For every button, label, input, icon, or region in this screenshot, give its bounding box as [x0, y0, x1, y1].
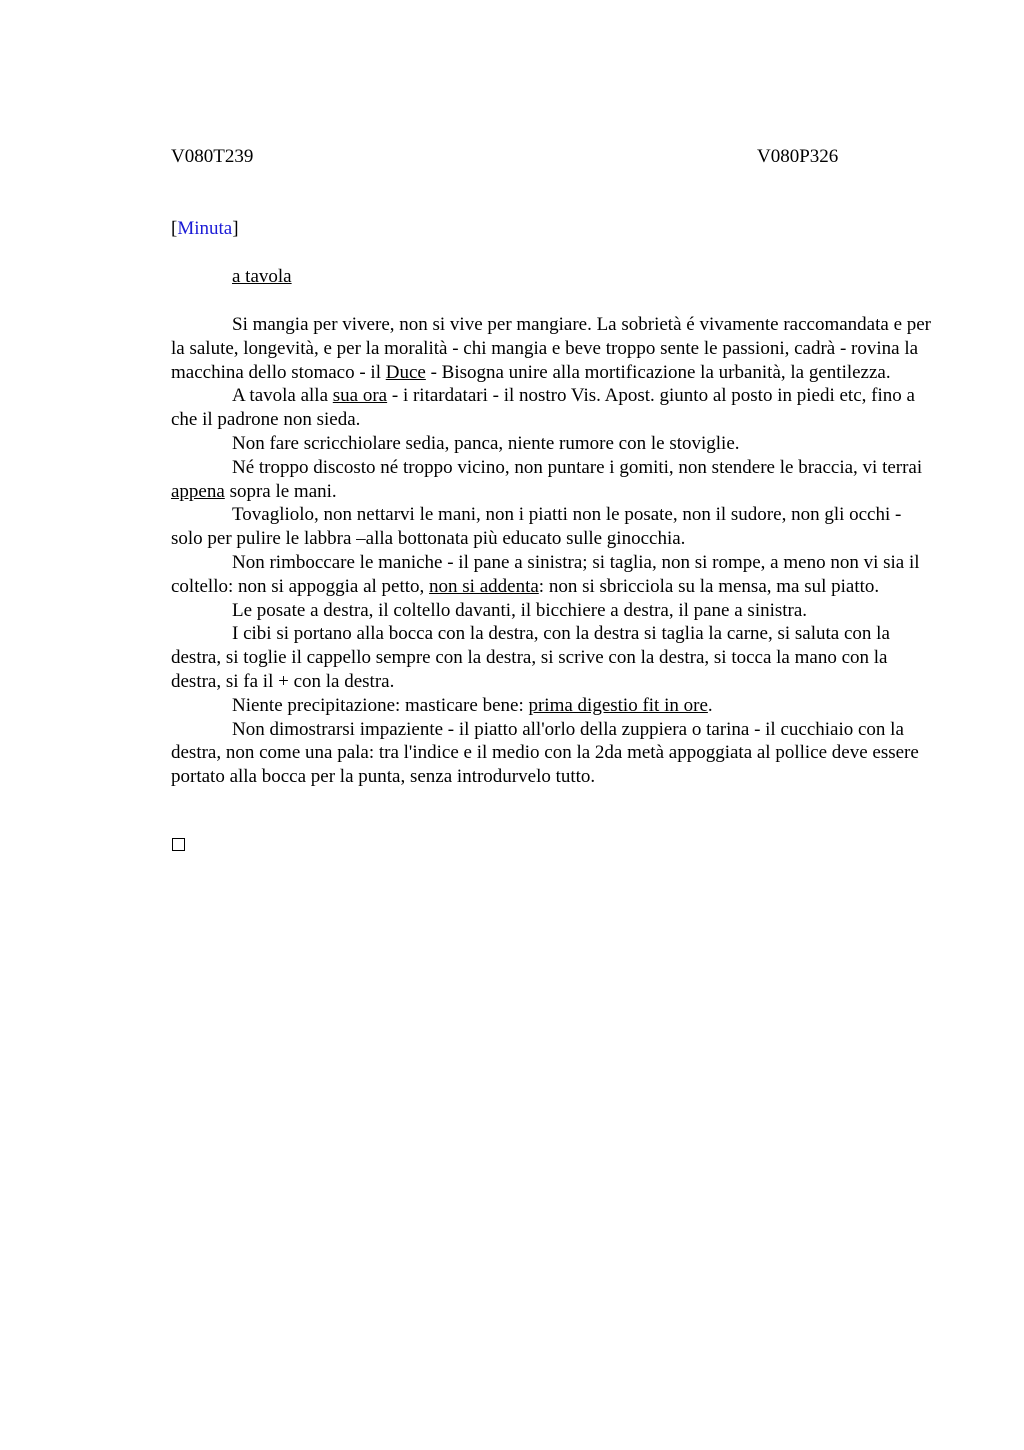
paragraph-text: . — [707, 694, 713, 716]
paragraph-text: sopra le mani. — [224, 480, 337, 502]
section-title: a tavola — [232, 266, 292, 287]
underlined-text: Duce — [385, 361, 426, 383]
paragraph-text: Non dimostrarsi impaziente - il piatto all'orlo della zuppiera o tarina - il cucchiaio con la destra, non come una pala: tra l'indice e il medio con la 2da metà appoggiata al pollice deve essere portato alla bocca per la punta, senza introdurvelo tutto. — [171, 718, 919, 788]
minuta-link[interactable]: Minuta — [177, 218, 233, 239]
paragraph-text: Tovagliolo, non nettarvi le mani, non i piatti non le posate, non il sudore, non gli occhi - solo per pulire le labbra –alla bottonata più educato sulle ginocchia. — [171, 504, 902, 550]
paragraph-text: - Bisogna unire alla mortificazione la urbanità, la gentilezza. — [425, 361, 891, 383]
paragraph-text: I cibi si portano alla bocca con la destra, con la destra si taglia la carne, si saluta con la destra, si toglie il cappello sempre con la destra, si scrive con la destra, si tocca la mano con la destra, si fa il + con la destra. — [171, 623, 890, 692]
paragraph-text: Niente precipitazione: masticare bene: — [232, 694, 529, 716]
paragraph-text: Si mangia per vivere, non si vive per mangiare. La sobrietà é vivamente raccomandata e per la salute, longevità, e per la moralità - chi mangia e beve troppo sente le passioni, cadrà - rovina la macchina dello stomaco - il — [171, 314, 932, 383]
document-code-left: V080T239 — [171, 146, 254, 167]
paragraph — [171, 313, 931, 384]
paragraph — [171, 432, 931, 456]
bracket-open: [ — [171, 218, 178, 239]
document-body — [171, 313, 931, 789]
minuta-label — [171, 218, 239, 240]
underlined-text: non si addenta — [429, 575, 539, 597]
paragraph-text: Non fare scricchiolare sedia, panca, niente rumore con le stoviglie. — [232, 432, 740, 454]
underlined-text: appena — [171, 480, 225, 502]
paragraph-text: Non rimboccare le maniche - il pane a sinistra; si taglia, non si rompe, a meno non vi sia il coltello: non si appoggia al petto, — [171, 551, 920, 597]
paragraph — [171, 503, 931, 551]
paragraph — [171, 551, 931, 599]
document-code-right: V080P326 — [757, 146, 839, 167]
paragraph-text: Le posate a destra, il coltello davanti, il bicchiere a destra, il pane a sinistra. — [232, 599, 808, 621]
paragraph — [171, 384, 931, 432]
paragraph — [171, 599, 931, 623]
paragraph — [171, 694, 931, 718]
paragraph — [171, 718, 931, 789]
empty-checkbox-icon — [172, 838, 185, 851]
underlined-text: prima digestio fit in ore — [528, 694, 708, 716]
underlined-text: sua ora — [332, 385, 388, 407]
paragraph — [171, 456, 931, 504]
paragraph-text: Né troppo discosto né troppo vicino, non puntare i gomiti, non stendere le braccia, vi terrai — [232, 456, 923, 478]
paragraph-text: - i ritardatari - il nostro Vis. Apost. giunto al posto in piedi etc, fino a che il padrone non sieda. — [171, 385, 915, 431]
paragraph-text: A tavola alla — [232, 385, 333, 407]
paragraph — [171, 622, 931, 693]
paragraph-text: : non si sbricciola su la mensa, ma sul piatto. — [538, 575, 880, 597]
bracket-close: ] — [232, 218, 239, 239]
